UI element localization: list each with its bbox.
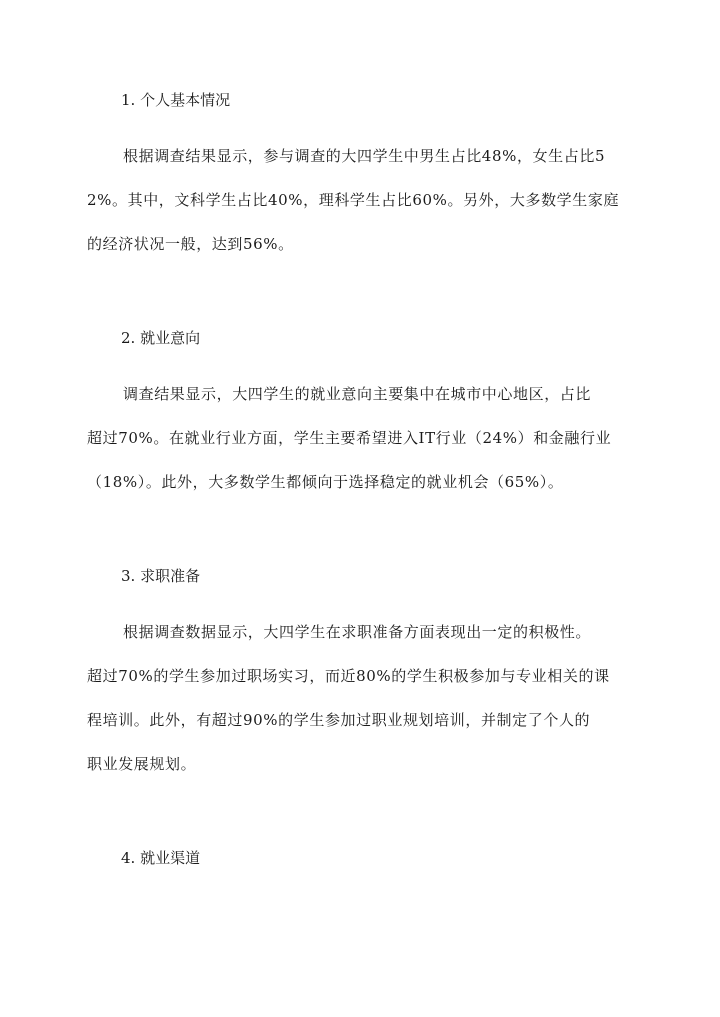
- section-3-heading: 3. 求职准备: [121, 567, 201, 585]
- section-3-line-1: 根据调查数据显示，大四学生在求职准备方面表现出一定的积极性。: [123, 623, 592, 641]
- section-4-heading: 4. 就业渠道: [121, 849, 201, 867]
- section-2-heading: 2. 就业意向: [121, 329, 201, 347]
- section-1-line-1: 根据调查结果显示，参与调查的大四学生中男生占比48%，女生占比5: [123, 147, 606, 165]
- section-3-line-2: 超过70%的学生参加过职场实习，而近80%的学生积极参加与专业相关的课: [87, 667, 610, 685]
- section-2-paragraph: [87, 372, 633, 504]
- section-3-paragraph: [87, 610, 633, 786]
- section-2-line-2: 超过70%。在就业行业方面，学生主要希望进入IT行业（24%）和金融行业: [87, 429, 612, 447]
- section-1-heading: 1. 个人基本情况: [121, 91, 231, 109]
- section-1-paragraph: [87, 134, 633, 266]
- section-1-line-2: 2%。其中，文科学生占比40%，理科学生占比60%。另外，大多数学生家庭: [87, 191, 620, 209]
- section-2-line-1: 调查结果显示，大四学生的就业意向主要集中在城市中心地区，占比: [123, 385, 592, 403]
- section-3-line-4: 职业发展规划。: [87, 755, 197, 773]
- section-2-line-3: （18%）。此外，大多数学生都倾向于选择稳定的就业机会（65%）。: [87, 473, 564, 491]
- section-1-line-3: 的经济状况一般，达到56%。: [87, 235, 294, 253]
- section-3-line-3: 程培训。此外，有超过90%的学生参加过职业规划培训，并制定了个人的: [87, 711, 591, 729]
